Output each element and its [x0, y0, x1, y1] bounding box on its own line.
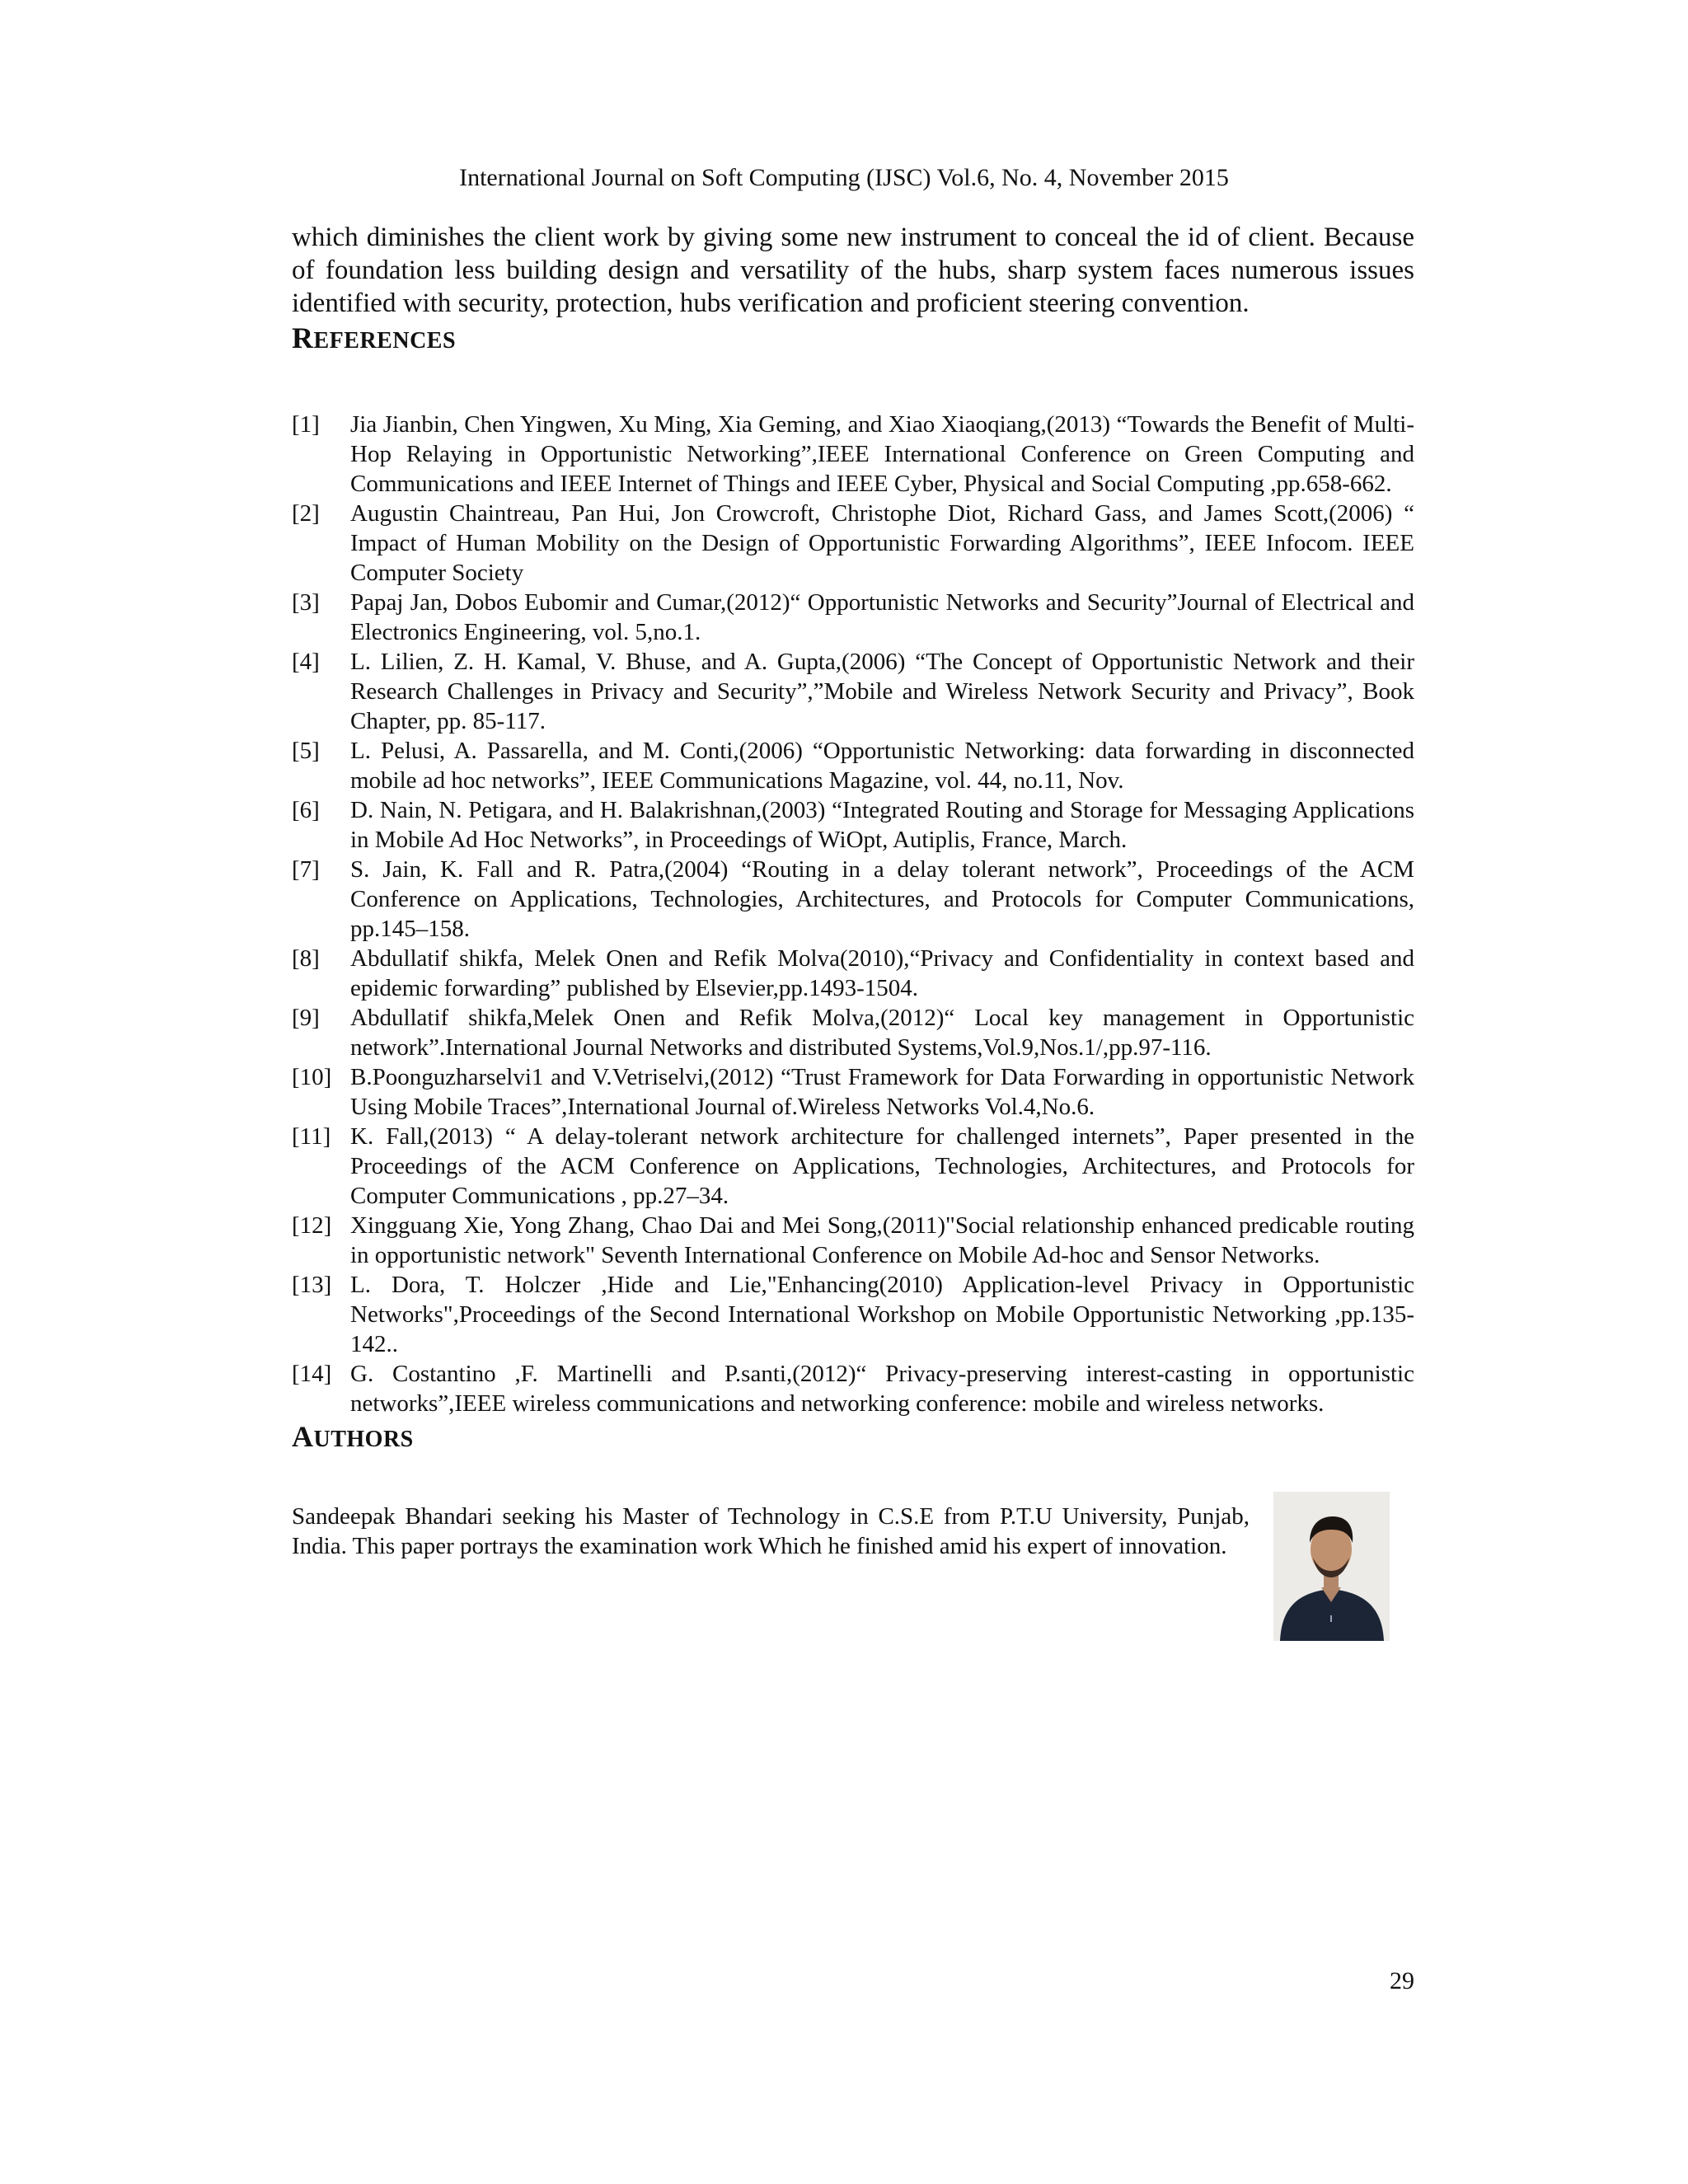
reference-item — [292, 1122, 1414, 1211]
author-photo — [1273, 1492, 1390, 1641]
reference-text: Papaj Jan, Dobos Eubomir and Cumar,(2012)“ Opportunistic Networks and Security”Journal of Electrical and Electronics Engineering, vol. 5,no.1. — [350, 589, 1414, 645]
authors-heading-rest: UTHORS — [313, 1427, 414, 1452]
reference-number: [14] — [292, 1361, 332, 1387]
reference-text: Abdullatif shikfa,Melek Onen and Refik Molva,(2012)“ Local key management in Opportunistic network”.International Journal Networks and distributed Systems,Vol.9,Nos.1/,pp.97-116. — [350, 1005, 1414, 1061]
reference-item — [292, 944, 1414, 1003]
author-photo-illustration — [1273, 1492, 1390, 1641]
reference-text: Abdullatif shikfa, Melek Onen and Refik Molva(2010),“Privacy and Confidentiality in context based and epidemic forwarding” published by Elsevier,pp.1493-1504. — [350, 945, 1414, 1001]
references-heading — [292, 320, 1414, 360]
reference-item — [292, 410, 1414, 499]
reference-text: K. Fall,(2013) “ A delay-tolerant network architecture for challenged internets”, Paper presented in the Proceedings of the ACM Conference on Applications, Technologies, Architectures, and Protocols for Computer Communications , pp.27–34. — [350, 1123, 1414, 1209]
authors-heading — [292, 1418, 1414, 1459]
reference-text: G. Costantino ,F. Martinelli and P.santi,(2012)“ Privacy-preserving interest-casting in opportunistic networks”,IEEE wireless communications and networking conference: mobile and wireless networks. — [350, 1361, 1414, 1417]
author-block — [292, 1502, 1414, 1658]
reference-number: [10] — [292, 1064, 332, 1090]
reference-number: [4] — [292, 649, 320, 675]
reference-item — [292, 588, 1414, 647]
reference-text: Xingguang Xie, Yong Zhang, Chao Dai and Mei Song,(2011)"Social relationship enhanced predicable routing in opportunistic network" Seventh International Conference on Mobile Ad-hoc and Sensor Networks. — [350, 1212, 1414, 1268]
running-header: International Journal on Soft Computing (IJSC) Vol.6, No. 4, November 2015 — [459, 164, 1229, 191]
reference-number: [3] — [292, 589, 320, 616]
reference-text: L. Lilien, Z. H. Kamal, V. Bhuse, and A. Gupta,(2006) “The Concept of Opportunistic Network and their Research Challenges in Privacy and Security”,”Mobile and Wireless Network Security and Privacy”, Book Chapter, pp. 85-117. — [350, 649, 1414, 734]
reference-item — [292, 1270, 1414, 1359]
reference-number: [6] — [292, 797, 320, 823]
reference-text: B.Poonguzharselvi1 and V.Vetriselvi,(2012) “Trust Framework for Data Forwarding in opportunistic Network Using Mobile Traces”,International Journal of.Wireless Networks Vol.4,No.6. — [350, 1064, 1414, 1120]
reference-item — [292, 855, 1414, 944]
reference-item — [292, 1359, 1414, 1418]
reference-item — [292, 1211, 1414, 1270]
reference-text: L. Dora, T. Holczer ,Hide and Lie,"Enhancing(2010) Application-level Privacy in Opportunistic Networks",Proceedings of the Second International Workshop on Mobile Opportunistic Networking ,pp.135-142.. — [350, 1272, 1414, 1357]
reference-item — [292, 647, 1414, 736]
reference-list — [292, 410, 1414, 1418]
reference-text: D. Nain, N. Petigara, and H. Balakrishnan,(2003) “Integrated Routing and Storage for Messaging Applications in Mobile Ad Hoc Networks”, in Proceedings of WiOpt, Autiplis, France, March. — [350, 797, 1414, 853]
page-content — [292, 221, 1414, 1658]
reference-item — [292, 1003, 1414, 1062]
reference-text: S. Jain, K. Fall and R. Patra,(2004) “Routing in a delay tolerant network”, Proceedings of the ACM Conference on Applications, Technologies, Architectures, and Protocols for Computer Communications, pp.145–158. — [350, 856, 1414, 942]
reference-number: [12] — [292, 1212, 332, 1239]
reference-item — [292, 499, 1414, 588]
reference-text: L. Pelusi, A. Passarella, and M. Conti,(2006) “Opportunistic Networking: data forwarding in disconnected mobile ad hoc networks”, IEEE Communications Magazine, vol. 44, no.11, Nov. — [350, 738, 1414, 794]
reference-text: Jia Jianbin, Chen Yingwen, Xu Ming, Xia Geming, and Xiao Xiaoqiang,(2013) “Towards the Benefit of Multi-Hop Relaying in Opportunistic Networking”,IEEE International Conference on Green Computing and Communications and IEEE Internet of Things and IEEE Cyber, Physical and Social Computing ,pp.658-662. — [350, 411, 1414, 497]
reference-item — [292, 1062, 1414, 1122]
references-heading-rest: EFERENCES — [313, 328, 457, 354]
reference-number: [9] — [292, 1005, 320, 1031]
reference-text: Augustin Chaintreau, Pan Hui, Jon Crowcroft, Christophe Diot, Richard Gass, and James Scott,(2006) “ Impact of Human Mobility on the Design of Opportunistic Forwarding Algorithms”, IEEE Infocom. IEEE Computer Society — [350, 500, 1414, 586]
reference-number: [11] — [292, 1123, 331, 1150]
references-heading-initial: R — [292, 321, 314, 354]
authors-heading-initial: A — [292, 1420, 314, 1453]
reference-item — [292, 736, 1414, 795]
reference-number: [1] — [292, 411, 320, 438]
reference-number: [8] — [292, 945, 320, 972]
reference-number: [7] — [292, 856, 320, 883]
reference-number: [2] — [292, 500, 320, 527]
reference-number: [5] — [292, 738, 320, 764]
author-bio: Sandeepak Bhandari seeking his Master of Technology in C.S.E from P.T.U University, Punjab, India. This paper portrays the examination work Which he finished amid his expert of innovation. — [292, 1503, 1250, 1559]
intro-paragraph: which diminishes the client work by giving some new instrument to conceal the id of client. Because of foundation less building design and versatility of the hubs, sharp system faces numerous issues identified with security, protection, hubs verification and proficient steering convention. — [292, 223, 1414, 318]
reference-number: [13] — [292, 1272, 332, 1298]
page-number: 29 — [1390, 1967, 1414, 1994]
reference-item — [292, 795, 1414, 855]
